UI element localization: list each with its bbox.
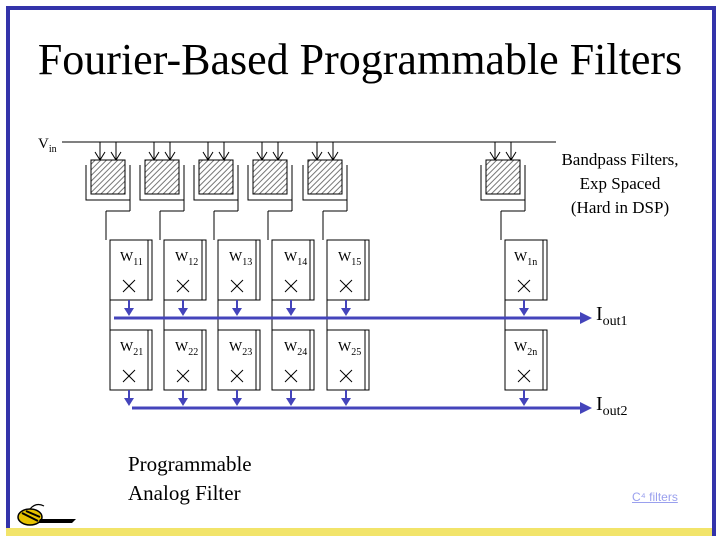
bandpass-filter-2 bbox=[145, 160, 179, 194]
bandpass-label: Bandpass Filters, Exp Spaced (Hard in DSP) bbox=[561, 150, 679, 217]
output-arrow-icon-w13 bbox=[232, 308, 242, 316]
page-title: Fourier-Based Programmable Filters bbox=[37, 35, 683, 84]
weight-box-w13 bbox=[218, 240, 256, 300]
weight-label-w25: $W_{25}$ bbox=[338, 340, 362, 358]
output-arrow-icon-w1n bbox=[519, 308, 529, 316]
weight-label-w14: $W_{14}$ bbox=[284, 250, 308, 268]
bus-arrow-icon-1 bbox=[580, 312, 592, 324]
weight-label-w23: $W_{23}$ bbox=[229, 340, 253, 358]
bandpass-filter-n bbox=[486, 160, 520, 194]
weight-label-w11: $W_{11}$ bbox=[120, 250, 143, 268]
output-arrow-icon-w15 bbox=[341, 308, 351, 316]
weight-box-w15 bbox=[327, 240, 365, 300]
output-arrow-icon-w21 bbox=[124, 398, 134, 406]
weight-box-w14 bbox=[272, 240, 310, 300]
weight-label-w12: $W_{12}$ bbox=[175, 250, 199, 268]
bus-arrow-icon-2 bbox=[580, 402, 592, 414]
vin-label: $V_{in}$ bbox=[38, 136, 57, 155]
weight-label-w15: $W_{15}$ bbox=[338, 250, 362, 268]
bandpass-filter-1 bbox=[91, 160, 125, 194]
output-arrow-icon-w14 bbox=[286, 308, 296, 316]
weight-box-w2n bbox=[505, 330, 543, 390]
iout1-label: $I_{out1}$ bbox=[596, 303, 628, 329]
output-arrow-icon-w25 bbox=[341, 398, 351, 406]
weight-label-w24: $W_{24}$ bbox=[284, 340, 308, 358]
output-arrow-icon-w12 bbox=[178, 308, 188, 316]
programmable-filter-label: Programmable Analog Filter bbox=[128, 452, 252, 505]
bandpass-filter-4 bbox=[253, 160, 287, 194]
weight-label-w21: $W_{21}$ bbox=[120, 340, 144, 358]
c4-filters-link[interactable]: C⁴ filters bbox=[632, 490, 678, 504]
hornet-logo-icon bbox=[12, 502, 78, 528]
iout2-label: $I_{out2}$ bbox=[596, 393, 628, 419]
weight-box-w22 bbox=[164, 330, 202, 390]
bandpass-filter-3 bbox=[199, 160, 233, 194]
weight-label-w2n: $W_{2n}$ bbox=[514, 340, 538, 358]
weight-box-w24 bbox=[272, 330, 310, 390]
weight-box-w25 bbox=[327, 330, 365, 390]
output-arrow-icon-w24 bbox=[286, 398, 296, 406]
weight-box-w12 bbox=[164, 240, 202, 300]
weight-label-w1n: $W_{1n}$ bbox=[514, 250, 538, 268]
weight-box-w21 bbox=[110, 330, 148, 390]
weight-label-w22: $W_{22}$ bbox=[175, 340, 199, 358]
output-arrow-icon-w11 bbox=[124, 308, 134, 316]
weight-box-w23 bbox=[218, 330, 256, 390]
bandpass-filter-5 bbox=[308, 160, 342, 194]
weight-box-w11 bbox=[110, 240, 148, 300]
weight-box-w1n bbox=[505, 240, 543, 300]
output-arrow-icon-w2n bbox=[519, 398, 529, 406]
output-arrow-icon-w22 bbox=[178, 398, 188, 406]
weight-label-w13: $W_{13}$ bbox=[229, 250, 253, 268]
output-arrow-icon-w23 bbox=[232, 398, 242, 406]
